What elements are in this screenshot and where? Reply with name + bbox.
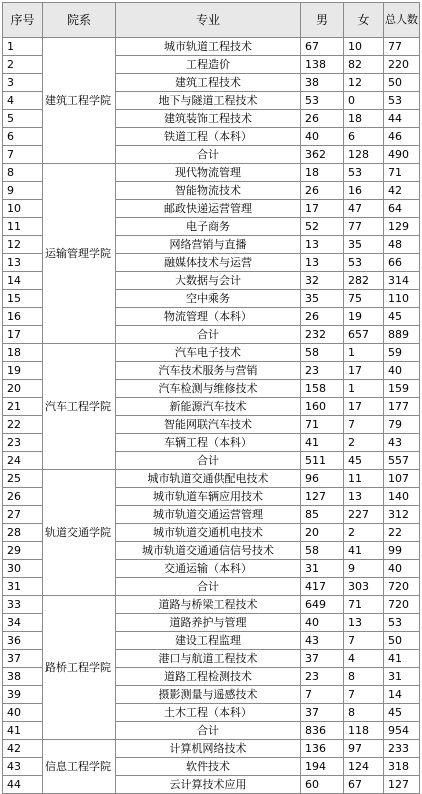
major-name: 云计算技术应用 [116, 776, 301, 794]
female-count: 35 [344, 236, 384, 254]
male-count: 37 [301, 704, 344, 722]
total-count: 233 [384, 740, 420, 758]
total-count: 954 [384, 722, 420, 740]
female-count: 17 [344, 398, 384, 416]
female-count: 8 [344, 668, 384, 686]
total-count: 45 [384, 308, 420, 326]
major-name: 汽车技术服务与营销 [116, 362, 301, 380]
major-name: 道路工程检测技术 [116, 668, 301, 686]
female-count: 657 [344, 326, 384, 344]
male-count: 41 [301, 434, 344, 452]
major-name: 工程造价 [116, 56, 301, 74]
row-number: 2 [3, 56, 43, 74]
row-number: 3 [3, 74, 43, 92]
major-name: 汽车检测与维修技术 [116, 380, 301, 398]
male-count: 138 [301, 56, 344, 74]
male-count: 23 [301, 668, 344, 686]
row-number: 4 [3, 92, 43, 110]
college-name: 建筑工程学院 [43, 38, 116, 164]
college-name: 信息工程学院 [43, 740, 116, 794]
major-name: 城市轨道交通供配电技术 [116, 470, 301, 488]
female-count: 10 [344, 38, 384, 56]
college-name: 路桥工程学院 [43, 596, 116, 740]
row-number: 6 [3, 128, 43, 146]
row-number: 38 [3, 668, 43, 686]
male-count: 35 [301, 290, 344, 308]
female-count: 4 [344, 650, 384, 668]
male-count: 836 [301, 722, 344, 740]
major-name: 车辆工程（本科） [116, 434, 301, 452]
female-count: 13 [344, 614, 384, 632]
enrollment-table [2, 2, 420, 794]
female-count: 7 [344, 416, 384, 434]
female-count: 282 [344, 272, 384, 290]
male-count: 58 [301, 542, 344, 560]
total-count: 53 [384, 614, 420, 632]
row-number: 22 [3, 416, 43, 434]
total-count: 99 [384, 542, 420, 560]
row-number: 10 [3, 200, 43, 218]
header-row [3, 3, 420, 38]
total-count: 53 [384, 92, 420, 110]
major-name: 新能源汽车技术 [116, 398, 301, 416]
total-count: 318 [384, 758, 420, 776]
total-count: 44 [384, 110, 420, 128]
male-count: 232 [301, 326, 344, 344]
male-count: 43 [301, 632, 344, 650]
major-name: 软件技术 [116, 758, 301, 776]
header-female: 女 [344, 3, 384, 38]
row-number: 23 [3, 434, 43, 452]
row-number: 21 [3, 398, 43, 416]
total-count: 720 [384, 596, 420, 614]
total-count: 107 [384, 470, 420, 488]
female-count: 97 [344, 740, 384, 758]
total-count: 66 [384, 254, 420, 272]
row-number: 12 [3, 236, 43, 254]
male-count: 7 [301, 686, 344, 704]
male-count: 13 [301, 236, 344, 254]
major-name: 城市轨道交通运营管理 [116, 506, 301, 524]
female-count: 12 [344, 74, 384, 92]
total-count: 140 [384, 488, 420, 506]
total-count: 59 [384, 344, 420, 362]
total-count: 41 [384, 650, 420, 668]
male-count: 26 [301, 110, 344, 128]
table-row [3, 596, 420, 614]
female-count: 47 [344, 200, 384, 218]
male-count: 362 [301, 146, 344, 164]
female-count: 17 [344, 362, 384, 380]
major-name: 合计 [116, 326, 301, 344]
row-number: 11 [3, 218, 43, 236]
female-count: 128 [344, 146, 384, 164]
total-count: 79 [384, 416, 420, 434]
table-row [3, 344, 420, 362]
female-count: 53 [344, 254, 384, 272]
total-count: 48 [384, 236, 420, 254]
major-name: 城市轨道车辆应用技术 [116, 488, 301, 506]
college-name: 运输管理学院 [43, 164, 116, 344]
male-count: 85 [301, 506, 344, 524]
female-count: 303 [344, 578, 384, 596]
female-count: 45 [344, 452, 384, 470]
male-count: 649 [301, 596, 344, 614]
female-count: 53 [344, 164, 384, 182]
college-name: 汽车工程学院 [43, 344, 116, 470]
major-name: 铁道工程（本科） [116, 128, 301, 146]
total-count: 77 [384, 38, 420, 56]
row-number: 9 [3, 182, 43, 200]
male-count: 136 [301, 740, 344, 758]
major-name: 地下与隧道工程技术 [116, 92, 301, 110]
row-number: 33 [3, 596, 43, 614]
header-college: 院系 [43, 3, 116, 38]
header-total: 总人数 [384, 3, 420, 38]
row-number: 5 [3, 110, 43, 128]
total-count: 42 [384, 182, 420, 200]
female-count: 16 [344, 182, 384, 200]
major-name: 计算机网络技术 [116, 740, 301, 758]
major-name: 智能物流技术 [116, 182, 301, 200]
female-count: 75 [344, 290, 384, 308]
total-count: 22 [384, 524, 420, 542]
male-count: 511 [301, 452, 344, 470]
total-count: 557 [384, 452, 420, 470]
major-name: 物流管理（本科） [116, 308, 301, 326]
male-count: 60 [301, 776, 344, 794]
row-number: 25 [3, 470, 43, 488]
total-count: 720 [384, 578, 420, 596]
male-count: 67 [301, 38, 344, 56]
female-count: 2 [344, 524, 384, 542]
female-count: 1 [344, 344, 384, 362]
total-count: 889 [384, 326, 420, 344]
table-row [3, 740, 420, 758]
major-name: 智能网联汽车技术 [116, 416, 301, 434]
major-name: 建设工程监理 [116, 632, 301, 650]
row-number: 18 [3, 344, 43, 362]
major-name: 摄影测量与遥感技术 [116, 686, 301, 704]
row-number: 26 [3, 488, 43, 506]
total-count: 45 [384, 704, 420, 722]
female-count: 11 [344, 470, 384, 488]
row-number: 39 [3, 686, 43, 704]
total-count: 43 [384, 434, 420, 452]
major-name: 城市轨道交通机电技术 [116, 524, 301, 542]
total-count: 71 [384, 164, 420, 182]
total-count: 50 [384, 74, 420, 92]
major-name: 空中乘务 [116, 290, 301, 308]
major-name: 城市轨道交通通信信号技术 [116, 542, 301, 560]
female-count: 19 [344, 308, 384, 326]
male-count: 18 [301, 164, 344, 182]
row-number: 41 [3, 722, 43, 740]
male-count: 20 [301, 524, 344, 542]
college-name: 轨道交通学院 [43, 470, 116, 596]
major-name: 合计 [116, 452, 301, 470]
male-count: 127 [301, 488, 344, 506]
row-number: 27 [3, 506, 43, 524]
male-count: 158 [301, 380, 344, 398]
major-name: 道路养护与管理 [116, 614, 301, 632]
male-count: 31 [301, 560, 344, 578]
male-count: 40 [301, 128, 344, 146]
male-count: 58 [301, 344, 344, 362]
female-count: 6 [344, 128, 384, 146]
row-number: 40 [3, 704, 43, 722]
total-count: 50 [384, 632, 420, 650]
male-count: 40 [301, 614, 344, 632]
major-name: 现代物流管理 [116, 164, 301, 182]
table-body [3, 38, 420, 794]
total-count: 64 [384, 200, 420, 218]
male-count: 32 [301, 272, 344, 290]
major-name: 土木工程（本科） [116, 704, 301, 722]
male-count: 23 [301, 362, 344, 380]
female-count: 9 [344, 560, 384, 578]
female-count: 124 [344, 758, 384, 776]
female-count: 18 [344, 110, 384, 128]
major-name: 合计 [116, 146, 301, 164]
major-name: 汽车电子技术 [116, 344, 301, 362]
row-number: 31 [3, 578, 43, 596]
male-count: 37 [301, 650, 344, 668]
male-count: 194 [301, 758, 344, 776]
major-name: 合计 [116, 578, 301, 596]
male-count: 17 [301, 200, 344, 218]
major-name: 融媒体技术与运营 [116, 254, 301, 272]
major-name: 合计 [116, 722, 301, 740]
row-number: 30 [3, 560, 43, 578]
total-count: 312 [384, 506, 420, 524]
header-major: 专业 [116, 3, 301, 38]
header-no: 序号 [3, 3, 43, 38]
female-count: 41 [344, 542, 384, 560]
male-count: 52 [301, 218, 344, 236]
male-count: 417 [301, 578, 344, 596]
male-count: 13 [301, 254, 344, 272]
female-count: 118 [344, 722, 384, 740]
table-row [3, 164, 420, 182]
major-name: 大数据与会计 [116, 272, 301, 290]
female-count: 67 [344, 776, 384, 794]
male-count: 26 [301, 308, 344, 326]
total-count: 31 [384, 668, 420, 686]
row-number: 17 [3, 326, 43, 344]
total-count: 129 [384, 218, 420, 236]
female-count: 7 [344, 686, 384, 704]
row-number: 19 [3, 362, 43, 380]
total-count: 127 [384, 776, 420, 794]
male-count: 160 [301, 398, 344, 416]
row-number: 16 [3, 308, 43, 326]
male-count: 26 [301, 182, 344, 200]
female-count: 13 [344, 488, 384, 506]
total-count: 490 [384, 146, 420, 164]
major-name: 电子商务 [116, 218, 301, 236]
major-name: 网络营销与直播 [116, 236, 301, 254]
major-name: 建筑装饰工程技术 [116, 110, 301, 128]
row-number: 13 [3, 254, 43, 272]
male-count: 71 [301, 416, 344, 434]
female-count: 77 [344, 218, 384, 236]
row-number: 8 [3, 164, 43, 182]
row-number: 15 [3, 290, 43, 308]
major-name: 城市轨道工程技术 [116, 38, 301, 56]
total-count: 110 [384, 290, 420, 308]
total-count: 220 [384, 56, 420, 74]
female-count: 82 [344, 56, 384, 74]
row-number: 7 [3, 146, 43, 164]
row-number: 29 [3, 542, 43, 560]
major-name: 交通运输（本科） [116, 560, 301, 578]
table-row [3, 38, 420, 56]
table-row [3, 470, 420, 488]
total-count: 14 [384, 686, 420, 704]
total-count: 40 [384, 560, 420, 578]
row-number: 42 [3, 740, 43, 758]
row-number: 14 [3, 272, 43, 290]
total-count: 46 [384, 128, 420, 146]
female-count: 8 [344, 704, 384, 722]
total-count: 314 [384, 272, 420, 290]
header-male: 男 [301, 3, 344, 38]
female-count: 227 [344, 506, 384, 524]
female-count: 7 [344, 632, 384, 650]
male-count: 96 [301, 470, 344, 488]
female-count: 71 [344, 596, 384, 614]
female-count: 2 [344, 434, 384, 452]
male-count: 53 [301, 92, 344, 110]
major-name: 邮政快递运营管理 [116, 200, 301, 218]
male-count: 38 [301, 74, 344, 92]
major-name: 建筑工程技术 [116, 74, 301, 92]
row-number: 28 [3, 524, 43, 542]
row-number: 20 [3, 380, 43, 398]
row-number: 24 [3, 452, 43, 470]
row-number: 37 [3, 650, 43, 668]
total-count: 40 [384, 362, 420, 380]
row-number: 34 [3, 614, 43, 632]
row-number: 1 [3, 38, 43, 56]
major-name: 道路与桥梁工程技术 [116, 596, 301, 614]
major-name: 港口与航道工程技术 [116, 650, 301, 668]
row-number: 36 [3, 632, 43, 650]
row-number: 43 [3, 758, 43, 776]
total-count: 177 [384, 398, 420, 416]
female-count: 0 [344, 92, 384, 110]
total-count: 159 [384, 380, 420, 398]
female-count: 1 [344, 380, 384, 398]
row-number: 44 [3, 776, 43, 794]
